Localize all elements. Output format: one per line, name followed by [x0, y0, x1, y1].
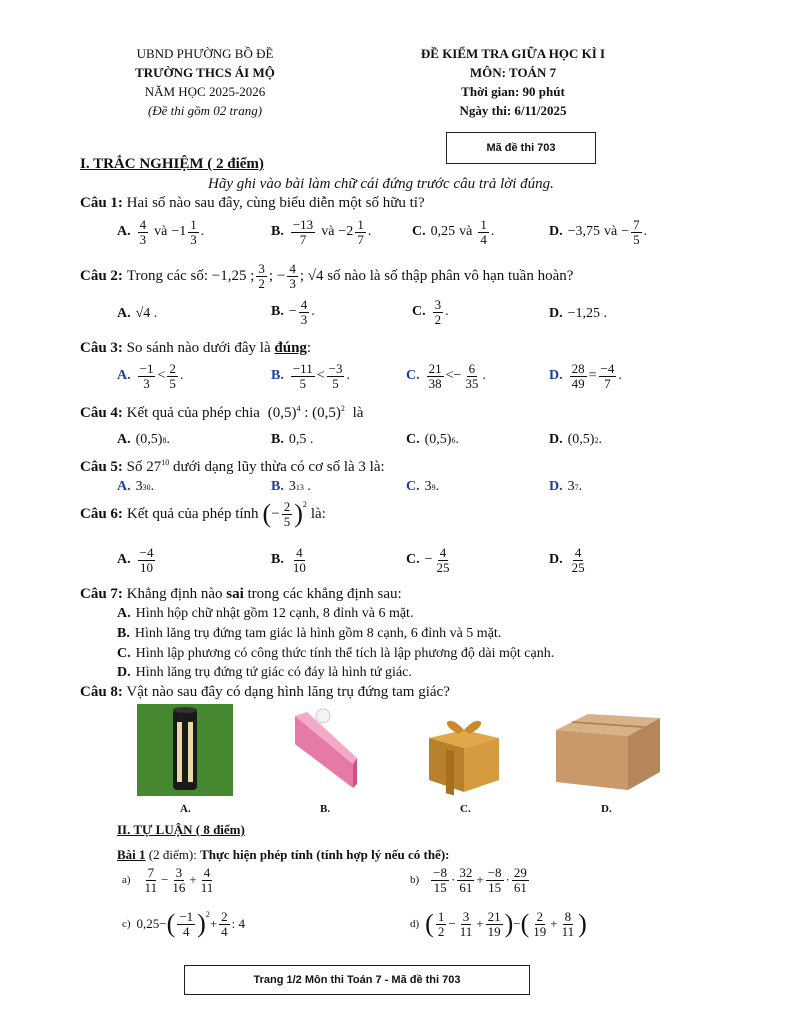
- part1-instruction: Hãy ghi vào bài làm chữ cái đứng trước câu trả lời đúng.: [208, 176, 554, 192]
- q4-option-a: A. (0,5) 8 .: [117, 432, 170, 447]
- question-7: Câu 7: Khẳng định nào sai trong các khẳng định sau:: [80, 586, 402, 602]
- q1-option-d: D. −3,75 và − $\frac{7}{5}$ .: [549, 217, 648, 247]
- cylinder-lamp-icon: [137, 704, 233, 796]
- q2-option-d: D. −1,25 .: [549, 306, 608, 321]
- exam-date: Ngày thi: 6/11/2025: [459, 103, 567, 118]
- question-4: Câu 4: Kết quả của phép chia $(0,5)^4$ : $(0,5)^2$ là: [80, 404, 364, 421]
- q8-label-a: A.: [180, 803, 191, 815]
- q7-option-a: A. Hình hộp chữ nhật gồm 12 cạnh, 8 đỉnh và 6 mặt.: [117, 606, 414, 621]
- question-2: Câu 2: Trong các số: −1,25 ; $\frac{3}{2}$ ; − $\frac{4}{3}$ ; √4 số nào là số thập phân vô hạn tuần hoàn?: [80, 261, 574, 291]
- page-footer: Trang 1/2 Môn thi Toán 7 - Mã đề thi 703: [184, 965, 530, 995]
- q7-option-b: B. Hình lăng trụ đứng tam giác là hình gồm 8 cạnh, 6 đỉnh và 5 mặt.: [117, 626, 502, 641]
- exercise-b: b) $\frac{-8}{15}$ · $\frac{32}{61}$ + $\frac{-8}{15}$ · $\frac{29}{61}$: [410, 865, 527, 895]
- q3-option-b: B. $\frac{-11}{5}$ < $\frac{-3}{5}$ .: [271, 361, 350, 391]
- part2-title: II. TỰ LUẬN ( 8 điểm): [117, 822, 245, 837]
- bai1-heading: Bài 1 (2 điểm): Thực hiện phép tính (tính hợp lý nếu có thể):: [117, 847, 450, 862]
- q7-option-d: D. Hình lăng trụ đứng tứ giác có đáy là hình tứ giác.: [117, 665, 412, 680]
- question-3: Câu 3: So sánh nào dưới đây là đúng:: [80, 340, 312, 356]
- q2-option-a: A. √4 .: [117, 306, 158, 321]
- exercise-c: c) 0,25− ( $\frac{-1}{4}$ ) 2 + $\frac{2}{4}$ : 4: [122, 909, 246, 939]
- q8-label-b: B.: [320, 803, 331, 815]
- page-count-note: (Đề thi gồm 02 trang): [147, 103, 263, 118]
- cardboard-box-icon: [548, 708, 666, 794]
- q1-option-c: C. 0,25 và $\frac{1}{4}$ .: [412, 217, 495, 247]
- q6-option-d: D. $\frac{4}{25}$: [549, 545, 585, 575]
- q6-option-a: A. $\frac{-4}{10}$: [117, 545, 154, 575]
- question-6: Câu 6: Kết quả của phép tính ( − $\frac{2}{5}$ ) 2 là:: [80, 499, 326, 529]
- school-year: NĂM HỌC 2025-2026: [144, 84, 266, 99]
- q4-option-b: B. 0,5 .: [271, 432, 314, 447]
- q5-option-c: C. 3 9 .: [406, 479, 440, 494]
- question-8: Câu 8: Vật nào sau đây có dạng hình lăng trụ đứng tam giác?: [80, 684, 450, 700]
- school-name: TRƯỜNG THCS ÁI MỘ: [135, 65, 275, 80]
- exam-title: ĐỀ KIỂM TRA GIỮA HỌC KÌ I: [420, 46, 606, 61]
- q8-label-d: D.: [601, 803, 612, 815]
- gift-box-icon: [419, 704, 509, 796]
- q5-option-a: A. 3 30 .: [117, 479, 155, 494]
- q3-option-c: C. $\frac{21}{38}$ <− $\frac{6}{35}$ .: [406, 361, 486, 391]
- subject: MÔN: TOÁN 7: [469, 65, 557, 80]
- q7-option-c: C. Hình lập phương có công thức tính thể tích là lập phương độ dài một cạnh.: [117, 646, 555, 661]
- q6-option-b: B. $\frac{4}{10}$: [271, 545, 306, 575]
- exercise-a: a) $\frac{7}{11}$ − $\frac{3}{16}$ + $\frac{4}{11}$: [122, 865, 214, 895]
- q5-option-d: D. 3 7 .: [549, 479, 583, 494]
- q3-option-a: A. $\frac{-1}{3}$ < $\frac{2}{5}$ .: [117, 361, 184, 391]
- school-header: [80, 44, 330, 120]
- q4-option-d: D. (0,5) 2 .: [549, 432, 602, 447]
- part1-title: I. TRẮC NGHIỆM ( 2 điểm): [80, 156, 264, 172]
- q6-option-c: C. − $\frac{4}{25}$: [406, 545, 450, 575]
- q2-option-c: C. $\frac{3}{2}$ .: [412, 297, 449, 327]
- exercise-d: d) ( $\frac{1}{2}$ − $\frac{3}{11}$ + $\frac{21}{19}$ ) − ( $\frac{2}{19}$ + $\frac{8}{11}$ ): [410, 909, 587, 939]
- cake-slice-icon: [287, 704, 359, 796]
- q2-option-b: B. − $\frac{4}{3}$ .: [271, 297, 315, 327]
- question-1: Câu 1: Hai số nào sau đây, cùng biểu diễn một số hữu tỉ?: [80, 195, 425, 211]
- q1-option-a: A. $\frac{4}{3}$ và −1 $\frac{1}{3}$ .: [117, 217, 205, 247]
- q3-option-d: D. $\frac{28}{49}$ = $\frac{-4}{7}$ .: [549, 361, 622, 391]
- q4-option-c: C. (0,5) 6 .: [406, 432, 459, 447]
- q5-option-b: B. 3 13 .: [271, 479, 311, 494]
- question-5: Câu 5: Số $27^{10}$ dưới dạng lũy thừa có cơ số là 3 là:: [80, 458, 385, 475]
- duration: Thời gian: 90 phút: [461, 84, 565, 99]
- q1-option-b: B. $\frac{-13}{7}$ và −2 $\frac{1}{7}$ .: [271, 217, 372, 247]
- exam-code-box: Mã đề thi 703: [446, 132, 596, 164]
- q8-label-c: C.: [460, 803, 471, 815]
- district-name: UBND PHƯỜNG BỒ ĐỀ: [136, 46, 274, 61]
- exam-header: [378, 44, 648, 120]
